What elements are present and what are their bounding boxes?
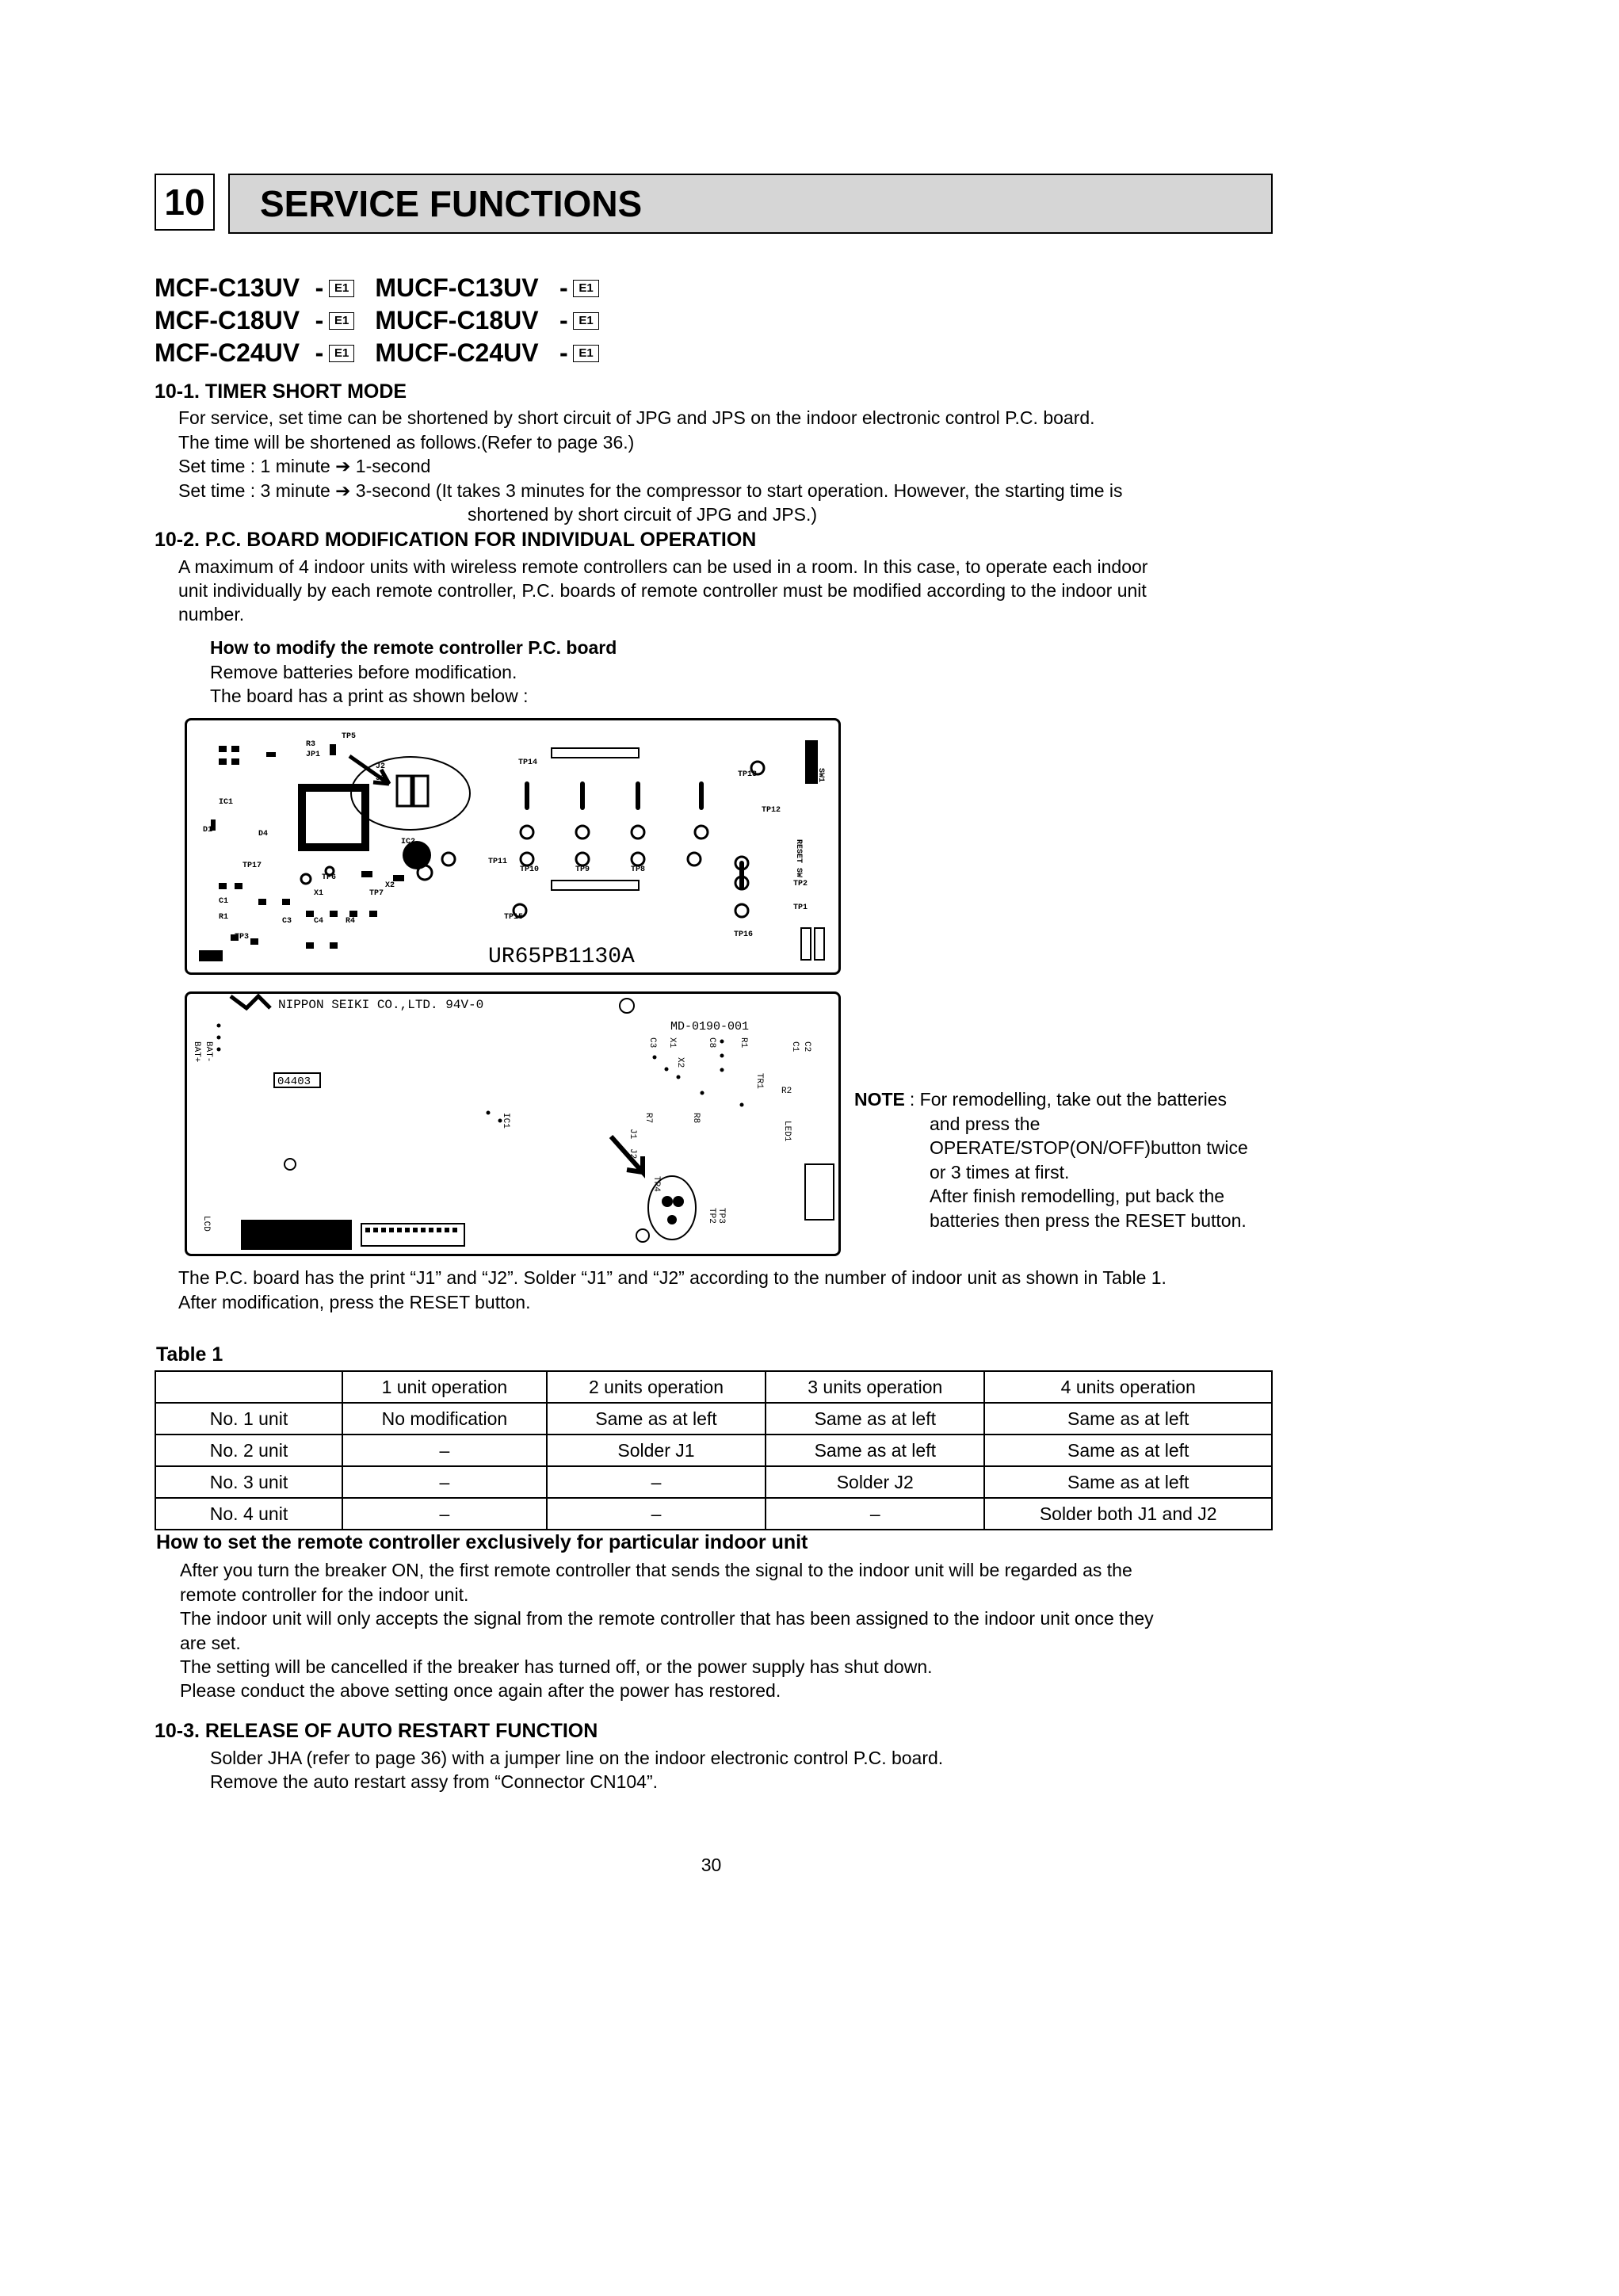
indoor-model: MCF-C18UV: [155, 306, 300, 334]
paragraph-line: After modification, press the RESET button.: [178, 1292, 531, 1312]
svg-text:X1: X1: [667, 1037, 677, 1049]
table-cell: –: [342, 1498, 547, 1530]
pcb-print-back: [185, 991, 841, 1256]
table-cell: Same as at left: [984, 1403, 1272, 1435]
svg-text:LED1: LED1: [782, 1121, 792, 1142]
svg-text:TR1: TR1: [754, 1073, 764, 1089]
svg-text:C3: C3: [647, 1037, 657, 1049]
model-dash: -: [315, 273, 324, 302]
svg-text:TP2: TP2: [793, 880, 808, 888]
table-row: [155, 1435, 1272, 1466]
model-dash: -: [315, 338, 324, 367]
svg-text:SW1: SW1: [816, 768, 825, 783]
table-header-cell: [155, 1371, 342, 1403]
outdoor-model: MUCF-C13UV: [375, 273, 539, 302]
model-row: [155, 304, 620, 337]
paragraph-line: The time will be shortened as follows.(Refer to page 36.): [178, 432, 635, 453]
subheading-modify-board: How to modify the remote controller P.C. board: [210, 637, 617, 658]
note-line: and press the: [930, 1113, 1041, 1134]
svg-text:TP8: TP8: [631, 865, 646, 874]
svg-text:R1: R1: [219, 913, 229, 922]
svg-text:TP13: TP13: [738, 770, 758, 779]
lcd-connector: [361, 1224, 464, 1246]
table-row: [155, 1498, 1272, 1530]
maker-logo: [231, 996, 270, 1008]
svg-text:C1: C1: [219, 897, 229, 906]
table-cell: Same as at left: [984, 1466, 1272, 1498]
table-cell: –: [342, 1466, 547, 1498]
outdoor-model: MUCF-C18UV: [375, 306, 539, 334]
svg-text:IC1: IC1: [219, 798, 234, 807]
svg-text:IC1: IC1: [501, 1113, 510, 1129]
svg-text:TP11: TP11: [488, 858, 508, 866]
svg-text:R4: R4: [346, 917, 356, 926]
table-cell: No. 3 unit: [155, 1466, 342, 1498]
svg-text:X2: X2: [675, 1057, 685, 1068]
table-cell: Solder J2: [766, 1466, 984, 1498]
paragraph-line: The setting will be cancelled if the breaker has turned off, or the power supply has shut down.: [180, 1656, 933, 1677]
board-labels: [203, 732, 808, 942]
section-10-3-heading: 10-3. RELEASE OF AUTO RESTART FUNCTION: [155, 1720, 598, 1742]
table-cell: No modification: [342, 1403, 547, 1435]
paragraph-line: Set time : 1 minute ➔ 1-second: [178, 456, 431, 476]
part-code-text: MD-0190-001: [670, 1020, 750, 1033]
chapter-title: SERVICE FUNCTIONS: [228, 174, 1273, 234]
table-header-cell: 4 units operation: [984, 1371, 1272, 1403]
svg-text:TP4: TP4: [651, 1176, 661, 1192]
svg-text:J2: J2: [376, 762, 386, 771]
paragraph-line: Remove batteries before modification.: [210, 662, 517, 682]
svg-text:TP1: TP1: [793, 904, 808, 912]
exclusive-heading: How to set the remote controller exclusively for particular indoor unit: [156, 1531, 808, 1553]
paragraph-line: Please conduct the above setting once again after the power has restored.: [180, 1680, 781, 1701]
pcb-part-number: UR65PB1130A: [488, 945, 635, 969]
model-code-box: E1: [329, 280, 354, 297]
table-cell: –: [547, 1466, 766, 1498]
svg-text:J1: J1: [376, 774, 386, 783]
model-dash: -: [559, 273, 568, 302]
section-10-2-heading: 10-2. P.C. BOARD MODIFICATION FOR INDIVIDUAL OPERATION: [155, 529, 757, 551]
svg-text:BAT+: BAT+: [192, 1041, 201, 1063]
svg-text:TP6: TP6: [322, 873, 337, 882]
table-row: [155, 1466, 1272, 1498]
pcb-print-front: [185, 718, 841, 975]
model-code-box: E1: [573, 280, 598, 297]
svg-text:C2: C2: [802, 1041, 811, 1052]
table-header-cell: 3 units operation: [766, 1371, 984, 1403]
svg-text:R8: R8: [691, 1113, 701, 1124]
model-dash: -: [559, 338, 568, 367]
svg-text:TP7: TP7: [369, 889, 384, 898]
model-list: [155, 272, 620, 369]
svg-text:TP3: TP3: [235, 933, 250, 942]
note-label: NOTE: [854, 1089, 905, 1110]
model-code-box: E1: [329, 312, 354, 330]
svg-text:IC2: IC2: [401, 838, 416, 846]
outdoor-model: MUCF-C24UV: [375, 338, 539, 367]
paragraph-line: Solder JHA (refer to page 36) with a jumper line on the indoor electronic control P.C. board.: [210, 1748, 944, 1768]
paragraph-line: number.: [178, 604, 245, 625]
model-dash: -: [315, 306, 324, 334]
j1-pad: [397, 776, 411, 806]
table-cell: –: [342, 1435, 547, 1466]
model-dash: -: [559, 306, 568, 334]
table-cell: No. 1 unit: [155, 1403, 342, 1435]
svg-text:TP16: TP16: [734, 930, 754, 939]
svg-text:J2: J2: [628, 1148, 637, 1159]
svg-text:BAT-: BAT-: [204, 1041, 213, 1063]
note-block: [854, 1087, 1248, 1232]
table-cell: Same as at left: [984, 1435, 1272, 1466]
connector: [552, 881, 639, 890]
svg-text:D4: D4: [258, 830, 269, 839]
indoor-model: MCF-C24UV: [155, 338, 300, 367]
table-cell: No. 4 unit: [155, 1498, 342, 1530]
indoor-model: MCF-C13UV: [155, 273, 300, 302]
svg-text:TP9: TP9: [575, 865, 590, 874]
svg-text:J1: J1: [628, 1129, 637, 1140]
paragraph-line: are set.: [180, 1633, 241, 1653]
svg-text:X2: X2: [385, 881, 395, 890]
svg-text:R3: R3: [306, 740, 316, 749]
note-line: or 3 times at first.: [930, 1161, 1070, 1182]
section-10-1-heading: 10-1. TIMER SHORT MODE: [155, 380, 407, 403]
table-cell: Same as at left: [547, 1403, 766, 1435]
chapter-number: 10: [155, 174, 215, 231]
svg-text:TP3: TP3: [716, 1208, 726, 1224]
paragraph-line: remote controller for the indoor unit.: [180, 1584, 469, 1605]
note-line: : For remodelling, take out the batteries: [909, 1089, 1228, 1110]
connector: [552, 748, 639, 758]
j2-pad: [414, 776, 428, 806]
model-code-box: E1: [573, 312, 598, 330]
maker-text: NIPPON SEIKI CO.,LTD. 94V-0: [278, 998, 484, 1012]
paragraph-line: unit individually by each remote controller, P.C. boards of remote controller must be modified according to the indoor unit: [178, 580, 1147, 601]
svg-text:TP14: TP14: [518, 758, 538, 767]
paragraph-line: After you turn the breaker ON, the first remote controller that sends the signal to the indoor unit will be regarded as the: [180, 1560, 1132, 1580]
table-header-cell: 1 unit operation: [342, 1371, 547, 1403]
paragraph-line: The board has a print as shown below :: [210, 686, 529, 706]
svg-text:R1: R1: [739, 1037, 748, 1049]
svg-text:TP15: TP15: [504, 913, 524, 922]
table-row: [155, 1403, 1272, 1435]
table-cell: Solder both J1 and J2: [984, 1498, 1272, 1530]
svg-text:C1: C1: [790, 1041, 800, 1052]
page-number: 30: [701, 1855, 722, 1875]
model-code-box: E1: [573, 345, 598, 362]
svg-text:C8: C8: [707, 1037, 716, 1049]
model-code-box: E1: [329, 345, 354, 362]
note-line: batteries then press the RESET button.: [930, 1209, 1247, 1231]
board-labels: [192, 1037, 811, 1232]
paragraph-line: For service, set time can be shortened by short circuit of JPG and JPS on the indoor electronic control P.C. board.: [178, 407, 1095, 428]
note-line: After finish remodelling, put back the: [930, 1186, 1225, 1206]
arrow-icon: [611, 1137, 643, 1172]
table-cell: Solder J1: [547, 1435, 766, 1466]
svg-text:X1: X1: [314, 889, 324, 898]
svg-text:C3: C3: [282, 917, 292, 926]
model-row: [155, 272, 620, 304]
svg-text:TP5: TP5: [342, 732, 357, 741]
pcb-back-drawing: [187, 994, 838, 1254]
pcb-front-drawing: [187, 720, 838, 972]
paragraph-line: A maximum of 4 indoor units with wireless remote controllers can be used in a room. In this case, to operate each indoor: [178, 556, 1148, 577]
table-cell: No. 2 unit: [155, 1435, 342, 1466]
svg-text:TP10: TP10: [520, 865, 540, 874]
table-header-row: [155, 1371, 1272, 1403]
table-cell: –: [766, 1498, 984, 1530]
svg-text:R7: R7: [643, 1113, 653, 1124]
svg-text:TP12: TP12: [762, 806, 781, 815]
svg-text:D1: D1: [203, 826, 213, 835]
paragraph-line: The P.C. board has the print “J1” and “J2”. Solder “J1” and “J2” according to the number of indoor unit as shown in Table 1.: [178, 1267, 1167, 1288]
svg-text:LCD: LCD: [201, 1216, 211, 1232]
svg-text:C4: C4: [314, 917, 324, 926]
paragraph-line: The indoor unit will only accepts the signal from the remote controller that has been assigned to the indoor unit once they: [180, 1608, 1154, 1629]
paragraph-line: Remove the auto restart assy from “Connector CN104”.: [210, 1771, 659, 1792]
paragraph-line: shortened by short circuit of JPG and JPS.): [468, 504, 818, 525]
paragraph-line: Set time : 3 minute ➔ 3-second (It takes 3 minutes for the compressor to start operation. However, the starting time is: [178, 480, 1123, 501]
table-1: [155, 1370, 1273, 1530]
svg-text:JP1: JP1: [306, 751, 321, 759]
svg-text:TP2: TP2: [707, 1208, 716, 1224]
stamp-text: 04403: [277, 1075, 311, 1088]
chip-pads: [199, 740, 818, 961]
table-cell: Same as at left: [766, 1403, 984, 1435]
model-row: [155, 337, 620, 369]
table-header-cell: 2 units operation: [547, 1371, 766, 1403]
table-cell: –: [547, 1498, 766, 1530]
note-line: OPERATE/STOP(ON/OFF)button twice: [930, 1137, 1248, 1158]
svg-text:RESET SW: RESET SW: [794, 839, 803, 878]
table-title: Table 1: [156, 1343, 223, 1366]
table-cell: Same as at left: [766, 1435, 984, 1466]
svg-text:TP17: TP17: [242, 861, 262, 870]
battery-contact: [241, 1220, 352, 1250]
svg-text:R2: R2: [781, 1087, 792, 1096]
